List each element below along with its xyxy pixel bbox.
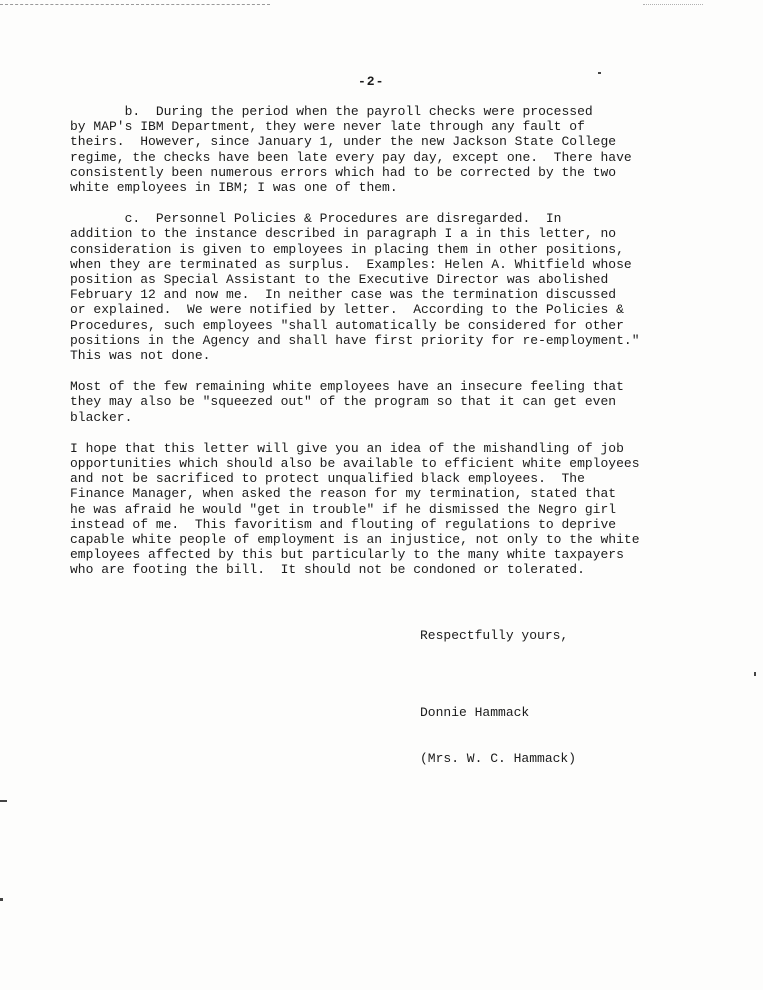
letter-closing	[420, 598, 576, 796]
text-line: regime, the checks have been late every pay day, except one. There have	[70, 149, 632, 165]
text-line: I hope that this letter will give you an idea of the mishandling of job	[70, 440, 624, 456]
text-line: Finance Manager, when asked the reason for my termination, stated that	[70, 486, 617, 502]
signer-alt-name: (Mrs. W. C. Hammack)	[420, 750, 577, 766]
text-line: position as Special Assistant to the Executive Director was abolished	[70, 272, 609, 288]
scan-speck	[598, 72, 601, 74]
text-line: when they are terminated as surplus. Examples: Helen A. Whitfield whose	[70, 256, 632, 272]
scan-speck	[0, 898, 3, 901]
text-line: positions in the Agency and shall have first priority for re-employment."	[70, 332, 640, 348]
text-line: b. During the period when the payroll checks were processed	[70, 104, 593, 119]
scan-edge-rule-right	[643, 4, 703, 5]
text-line: they may also be "squeezed out" of the program so that it can get even	[70, 394, 617, 410]
page-number: -2-	[358, 74, 385, 89]
scan-edge-rule	[0, 4, 270, 5]
text-line: February 12 and now me. In neither case was the termination discussed	[70, 287, 617, 303]
salutation: Respectfully yours,	[420, 628, 569, 644]
text-line: blacker.	[70, 409, 133, 425]
text-line: and not be sacrificed to protect unqualified black employees. The	[70, 471, 585, 487]
text-line: addition to the instance described in paragraph I a in this letter, no	[70, 226, 617, 242]
paragraph-remaining	[70, 379, 760, 425]
text-line: or explained. We were notified by letter. According to the Policies &	[70, 302, 624, 318]
text-line: who are footing the bill. It should not be condoned or tolerated.	[70, 562, 585, 578]
text-line: Procedures, such employees "shall automatically be considered for other	[70, 317, 624, 333]
text-line: opportunities which should also be available to efficient white employees	[70, 456, 640, 472]
signer-name: Donnie Hammack	[420, 705, 530, 721]
paragraph-b	[70, 104, 760, 195]
text-line: by MAP's IBM Department, they were never late through any fault of	[70, 119, 585, 135]
text-line: c. Personnel Policies & Procedures are disregarded. In	[70, 211, 562, 227]
text-line: capable white people of employment is an injustice, not only to the white	[70, 532, 640, 548]
text-line: consistently been numerous errors which had to be corrected by the two	[70, 164, 617, 180]
text-line: This was not done.	[70, 348, 211, 364]
scan-speck	[754, 672, 756, 676]
text-line: white employees in IBM; I was one of them.	[70, 180, 398, 196]
letter-body	[70, 104, 760, 578]
text-line: employees affected by this but particularly to the many white taxpayers	[70, 547, 624, 563]
text-line: instead of me. This favoritism and flouting of regulations to deprive	[70, 516, 617, 532]
text-line: he was afraid he would "get in trouble" if he dismissed the Negro girl	[70, 501, 617, 517]
text-line: consideration is given to employees in placing them in other positions,	[70, 241, 624, 257]
text-line: theirs. However, since January 1, under the new Jackson State College	[70, 134, 617, 150]
paragraph-hope	[70, 441, 760, 578]
scan-speck	[0, 800, 7, 802]
text-line: Most of the few remaining white employees have an insecure feeling that	[70, 379, 624, 395]
paragraph-c	[70, 211, 760, 363]
